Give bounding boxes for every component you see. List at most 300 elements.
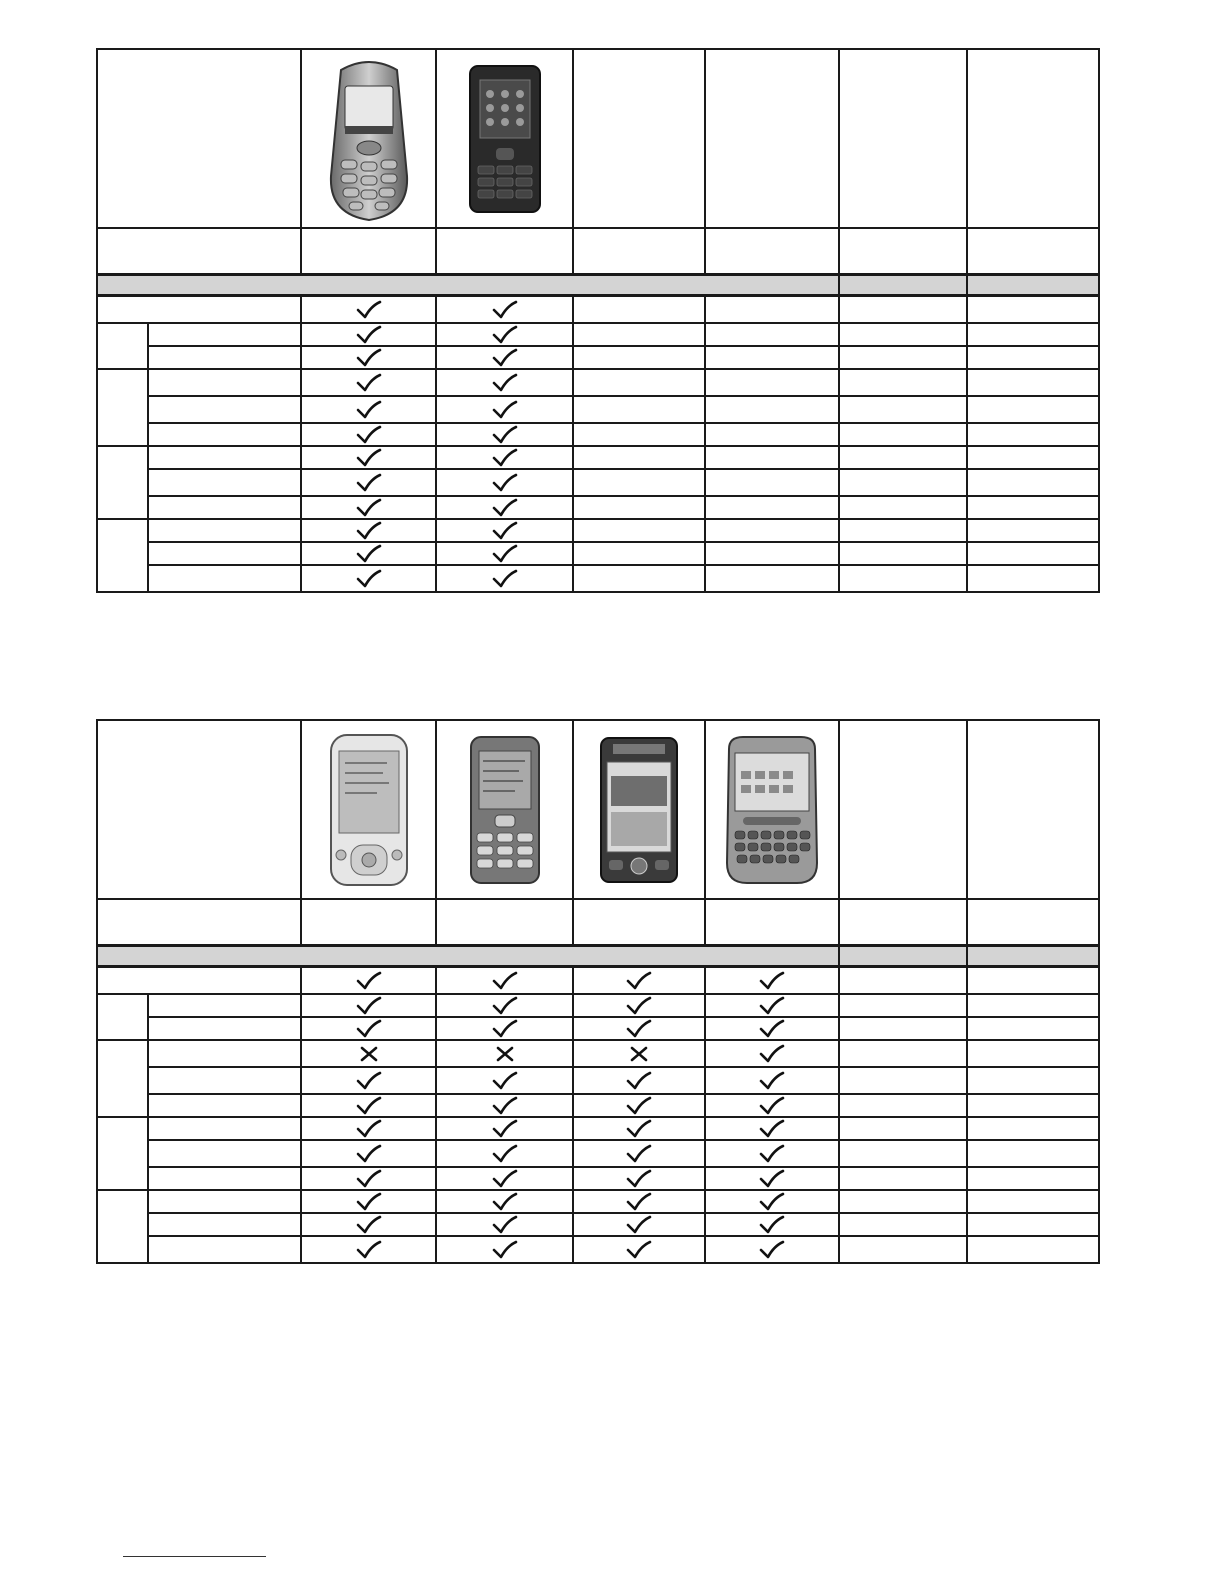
table-row: [97, 1067, 1099, 1094]
check-icon: [759, 1119, 785, 1139]
check-icon: [492, 448, 518, 468]
mark-cell: [839, 1190, 967, 1213]
table-row: [97, 396, 1099, 423]
mark-cell: [839, 1040, 967, 1067]
mark-cell: [301, 994, 436, 1017]
device-image-cell: [967, 49, 1099, 228]
mark-cell: [839, 1017, 967, 1040]
mark-cell: [436, 346, 573, 369]
mark-cell: [839, 423, 967, 446]
device-image-cell: [705, 49, 839, 228]
mark-cell: [301, 565, 436, 592]
mark-cell: [301, 1167, 436, 1190]
device-image-cell: [436, 49, 573, 228]
mark-cell: [967, 565, 1099, 592]
mark-cell: [839, 396, 967, 423]
feature-label-cell: [97, 296, 301, 324]
check-icon: [626, 996, 652, 1016]
mark-cell: [573, 1017, 705, 1040]
mark-cell: [301, 1117, 436, 1140]
check-icon: [356, 1144, 382, 1164]
mark-cell: [839, 565, 967, 592]
check-icon: [492, 1192, 518, 1212]
mark-cell: [436, 1117, 573, 1140]
device-name-cell: [967, 899, 1099, 946]
mark-cell: [436, 1017, 573, 1040]
mark-cell: [436, 446, 573, 469]
check-icon: [356, 473, 382, 493]
mark-cell: [705, 396, 839, 423]
check-icon: [492, 1169, 518, 1189]
mark-cell: [967, 1117, 1099, 1140]
mark-cell: [967, 446, 1099, 469]
check-icon: [492, 1096, 518, 1116]
mark-cell: [705, 519, 839, 542]
mark-cell: [967, 994, 1099, 1017]
check-icon: [356, 1019, 382, 1039]
table-row: [97, 1190, 1099, 1213]
mark-cell: [436, 1067, 573, 1094]
mark-cell: [301, 967, 436, 995]
mark-cell: [705, 469, 839, 496]
table-row: [97, 994, 1099, 1017]
device-name-cell: [839, 899, 967, 946]
table-row: [97, 296, 1099, 324]
mark-cell: [301, 446, 436, 469]
section-band: [97, 275, 839, 296]
feature-label-cell: [148, 1017, 301, 1040]
section-band: [97, 946, 839, 967]
feature-label-cell: [148, 565, 301, 592]
mark-cell: [301, 469, 436, 496]
check-icon: [626, 1019, 652, 1039]
mark-cell: [967, 396, 1099, 423]
mark-cell: [839, 519, 967, 542]
feature-label-cell: [148, 1117, 301, 1140]
mark-cell: [967, 469, 1099, 496]
check-icon: [492, 1144, 518, 1164]
mark-cell: [839, 369, 967, 396]
mark-cell: [436, 296, 573, 324]
mark-cell: [705, 1094, 839, 1117]
mark-cell: [573, 1167, 705, 1190]
device-name-cell: [301, 899, 436, 946]
table-row: [97, 469, 1099, 496]
mark-cell: [839, 994, 967, 1017]
check-icon: [759, 1071, 785, 1091]
mark-cell: [301, 1140, 436, 1167]
feature-label-cell: [148, 496, 301, 519]
group-label-cell: [97, 369, 148, 446]
device-image-cell: [967, 720, 1099, 899]
mark-cell: [967, 1040, 1099, 1067]
mark-cell: [573, 1040, 705, 1067]
mark-cell: [573, 446, 705, 469]
check-icon: [492, 1071, 518, 1091]
table-row: [97, 1017, 1099, 1040]
check-icon: [492, 473, 518, 493]
check-icon: [626, 1119, 652, 1139]
header-blank-cell: [97, 49, 301, 228]
check-icon: [356, 348, 382, 368]
table-row: [97, 1094, 1099, 1117]
check-icon: [492, 400, 518, 420]
mark-cell: [573, 1190, 705, 1213]
mark-cell: [839, 1213, 967, 1236]
feature-label-cell: [148, 469, 301, 496]
mark-cell: [301, 396, 436, 423]
header-label-cell: [97, 228, 301, 275]
mark-cell: [705, 1117, 839, 1140]
table-row: [97, 1167, 1099, 1190]
check-icon: [356, 1215, 382, 1235]
check-icon: [492, 971, 518, 991]
check-icon: [759, 1096, 785, 1116]
check-icon: [356, 1071, 382, 1091]
mark-cell: [967, 1190, 1099, 1213]
smartphone-keypad-icon: [469, 735, 541, 885]
mark-cell: [436, 469, 573, 496]
check-icon: [356, 1192, 382, 1212]
mark-cell: [301, 369, 436, 396]
table-row: [97, 1040, 1099, 1067]
mark-cell: [705, 1167, 839, 1190]
mark-cell: [573, 542, 705, 565]
table-row: [97, 423, 1099, 446]
group-label-cell: [97, 1040, 148, 1117]
mark-cell: [705, 1236, 839, 1263]
feature-label-cell: [148, 1213, 301, 1236]
check-icon: [626, 1215, 652, 1235]
feature-label-cell: [148, 994, 301, 1017]
device-name-cell: [436, 228, 573, 275]
feature-label-cell: [148, 519, 301, 542]
table-row: [97, 446, 1099, 469]
table-row: [97, 542, 1099, 565]
section-band: [839, 275, 967, 296]
pda-phone-icon: [599, 736, 679, 884]
feature-label-cell: [148, 1190, 301, 1213]
device-name-cell: [436, 899, 573, 946]
feature-label-cell: [148, 446, 301, 469]
mark-cell: [839, 542, 967, 565]
mark-cell: [436, 369, 573, 396]
check-icon: [492, 425, 518, 445]
mark-cell: [573, 1094, 705, 1117]
mark-cell: [301, 423, 436, 446]
check-icon: [492, 569, 518, 589]
feature-label-cell: [148, 346, 301, 369]
device-name-cell: [301, 228, 436, 275]
device-image-cell: [573, 49, 705, 228]
mark-cell: [839, 346, 967, 369]
table-row: [97, 565, 1099, 592]
compatibility-table-1: [96, 48, 1100, 593]
check-icon: [492, 1215, 518, 1235]
device-name-cell: [573, 899, 705, 946]
device-image-cell: [573, 720, 705, 899]
section-band: [967, 275, 1099, 296]
mark-cell: [967, 496, 1099, 519]
mark-cell: [705, 446, 839, 469]
check-icon: [356, 1119, 382, 1139]
mark-cell: [573, 565, 705, 592]
mark-cell: [705, 542, 839, 565]
check-icon: [356, 996, 382, 1016]
feature-label-cell: [148, 542, 301, 565]
check-icon: [492, 521, 518, 541]
check-icon: [626, 1192, 652, 1212]
mark-cell: [839, 1236, 967, 1263]
feature-label-cell: [148, 323, 301, 346]
check-icon: [356, 521, 382, 541]
device-name-cell: [705, 228, 839, 275]
mark-cell: [436, 423, 573, 446]
feature-label-cell: [148, 369, 301, 396]
feature-label-cell: [148, 423, 301, 446]
check-icon: [759, 1019, 785, 1039]
check-icon: [759, 1144, 785, 1164]
table-row: [97, 323, 1099, 346]
mark-cell: [301, 1067, 436, 1094]
device-name-cell: [573, 228, 705, 275]
check-icon: [356, 325, 382, 345]
cross-icon: [496, 1046, 514, 1062]
mark-cell: [967, 323, 1099, 346]
check-icon: [356, 1169, 382, 1189]
mark-cell: [967, 346, 1099, 369]
check-icon: [492, 300, 518, 320]
check-icon: [356, 300, 382, 320]
mark-cell: [705, 423, 839, 446]
mark-cell: [705, 565, 839, 592]
pda-slider-phone-icon: [327, 733, 411, 887]
siemens-flip-phone-icon: [327, 56, 411, 222]
table-row: [97, 519, 1099, 542]
mark-cell: [839, 1067, 967, 1094]
mark-cell: [301, 1040, 436, 1067]
mark-cell: [705, 1213, 839, 1236]
mark-cell: [436, 565, 573, 592]
mark-cell: [436, 542, 573, 565]
mark-cell: [705, 1140, 839, 1167]
mark-cell: [705, 1040, 839, 1067]
feature-label-cell: [148, 1236, 301, 1263]
cross-icon: [630, 1046, 648, 1062]
mark-cell: [573, 967, 705, 995]
mark-cell: [967, 1213, 1099, 1236]
device-image-cell: [436, 720, 573, 899]
check-icon: [356, 1096, 382, 1116]
mark-cell: [839, 296, 967, 324]
check-icon: [492, 1119, 518, 1139]
device-name-cell: [705, 899, 839, 946]
mark-cell: [967, 423, 1099, 446]
group-label-cell: [97, 1117, 148, 1190]
mark-cell: [967, 296, 1099, 324]
section-band: [967, 946, 1099, 967]
check-icon: [492, 325, 518, 345]
mark-cell: [436, 519, 573, 542]
mark-cell: [436, 967, 573, 995]
device-image-cell: [839, 720, 967, 899]
check-icon: [492, 348, 518, 368]
mark-cell: [967, 1067, 1099, 1094]
check-icon: [759, 1192, 785, 1212]
mark-cell: [839, 967, 967, 995]
group-label-cell: [97, 519, 148, 592]
mark-cell: [436, 1213, 573, 1236]
mark-cell: [573, 469, 705, 496]
mark-cell: [436, 1236, 573, 1263]
device-image-cell: [301, 720, 436, 899]
mark-cell: [839, 323, 967, 346]
group-label-cell: [97, 1190, 148, 1263]
mark-cell: [436, 1167, 573, 1190]
check-icon: [626, 1240, 652, 1260]
mark-cell: [839, 1117, 967, 1140]
mark-cell: [967, 1094, 1099, 1117]
mark-cell: [705, 1190, 839, 1213]
mark-cell: [301, 346, 436, 369]
header-label-cell: [97, 899, 301, 946]
mark-cell: [705, 296, 839, 324]
table-row: [97, 346, 1099, 369]
mark-cell: [573, 519, 705, 542]
table-row: [97, 496, 1099, 519]
mark-cell: [839, 446, 967, 469]
group-label-cell: [97, 323, 148, 369]
header-blank-cell: [97, 720, 301, 899]
feature-label-cell: [148, 1140, 301, 1167]
check-icon: [356, 1240, 382, 1260]
candybar-phone-icon: [468, 64, 542, 214]
mark-cell: [967, 1236, 1099, 1263]
check-icon: [492, 373, 518, 393]
check-icon: [492, 996, 518, 1016]
mark-cell: [705, 967, 839, 995]
mark-cell: [301, 323, 436, 346]
check-icon: [759, 996, 785, 1016]
mark-cell: [573, 1067, 705, 1094]
mark-cell: [436, 396, 573, 423]
mark-cell: [705, 346, 839, 369]
device-image-cell: [705, 720, 839, 899]
feature-label-cell: [148, 1040, 301, 1067]
check-icon: [356, 425, 382, 445]
check-icon: [492, 1240, 518, 1260]
check-icon: [492, 544, 518, 564]
check-icon: [626, 1096, 652, 1116]
footnote-separator: [123, 1556, 266, 1557]
mark-cell: [967, 542, 1099, 565]
mark-cell: [967, 1017, 1099, 1040]
check-icon: [759, 1044, 785, 1064]
mark-cell: [301, 542, 436, 565]
feature-label-cell: [148, 1167, 301, 1190]
feature-label-cell: [148, 396, 301, 423]
mark-cell: [436, 1040, 573, 1067]
device-name-cell: [839, 228, 967, 275]
feature-label-cell: [148, 1067, 301, 1094]
mark-cell: [573, 423, 705, 446]
section-band: [839, 946, 967, 967]
mark-cell: [573, 1213, 705, 1236]
mark-cell: [705, 1017, 839, 1040]
mark-cell: [573, 369, 705, 396]
table-row: [97, 967, 1099, 995]
mark-cell: [301, 1236, 436, 1263]
device-image-cell: [301, 49, 436, 228]
mark-cell: [573, 396, 705, 423]
group-label-cell: [97, 446, 148, 519]
feature-label-cell: [97, 967, 301, 995]
mark-cell: [839, 1140, 967, 1167]
mark-cell: [436, 1094, 573, 1117]
mark-cell: [705, 994, 839, 1017]
mark-cell: [301, 496, 436, 519]
device-image-cell: [839, 49, 967, 228]
mark-cell: [573, 994, 705, 1017]
mark-cell: [301, 296, 436, 324]
mark-cell: [839, 1167, 967, 1190]
check-icon: [759, 1240, 785, 1260]
mark-cell: [705, 1067, 839, 1094]
mark-cell: [573, 323, 705, 346]
check-icon: [626, 971, 652, 991]
mark-cell: [967, 519, 1099, 542]
mark-cell: [839, 1094, 967, 1117]
mark-cell: [436, 496, 573, 519]
check-icon: [356, 373, 382, 393]
check-icon: [759, 1169, 785, 1189]
mark-cell: [573, 496, 705, 519]
check-icon: [356, 569, 382, 589]
mark-cell: [573, 296, 705, 324]
check-icon: [626, 1169, 652, 1189]
check-icon: [356, 544, 382, 564]
mark-cell: [705, 369, 839, 396]
cross-icon: [360, 1046, 378, 1062]
mark-cell: [436, 1190, 573, 1213]
check-icon: [356, 971, 382, 991]
mark-cell: [705, 323, 839, 346]
mark-cell: [967, 967, 1099, 995]
table-row: [97, 1117, 1099, 1140]
check-icon: [356, 400, 382, 420]
device-name-cell: [967, 228, 1099, 275]
blackberry-phone-icon: [721, 735, 823, 885]
mark-cell: [573, 1140, 705, 1167]
check-icon: [626, 1071, 652, 1091]
table-row: [97, 1140, 1099, 1167]
mark-cell: [436, 323, 573, 346]
mark-cell: [573, 346, 705, 369]
check-icon: [492, 1019, 518, 1039]
mark-cell: [301, 1190, 436, 1213]
mark-cell: [436, 994, 573, 1017]
mark-cell: [301, 519, 436, 542]
table-row: [97, 369, 1099, 396]
mark-cell: [573, 1236, 705, 1263]
table-row: [97, 1236, 1099, 1263]
check-icon: [759, 1215, 785, 1235]
check-icon: [759, 971, 785, 991]
mark-cell: [301, 1094, 436, 1117]
check-icon: [356, 448, 382, 468]
compatibility-table-2: [96, 719, 1100, 1264]
mark-cell: [967, 1167, 1099, 1190]
